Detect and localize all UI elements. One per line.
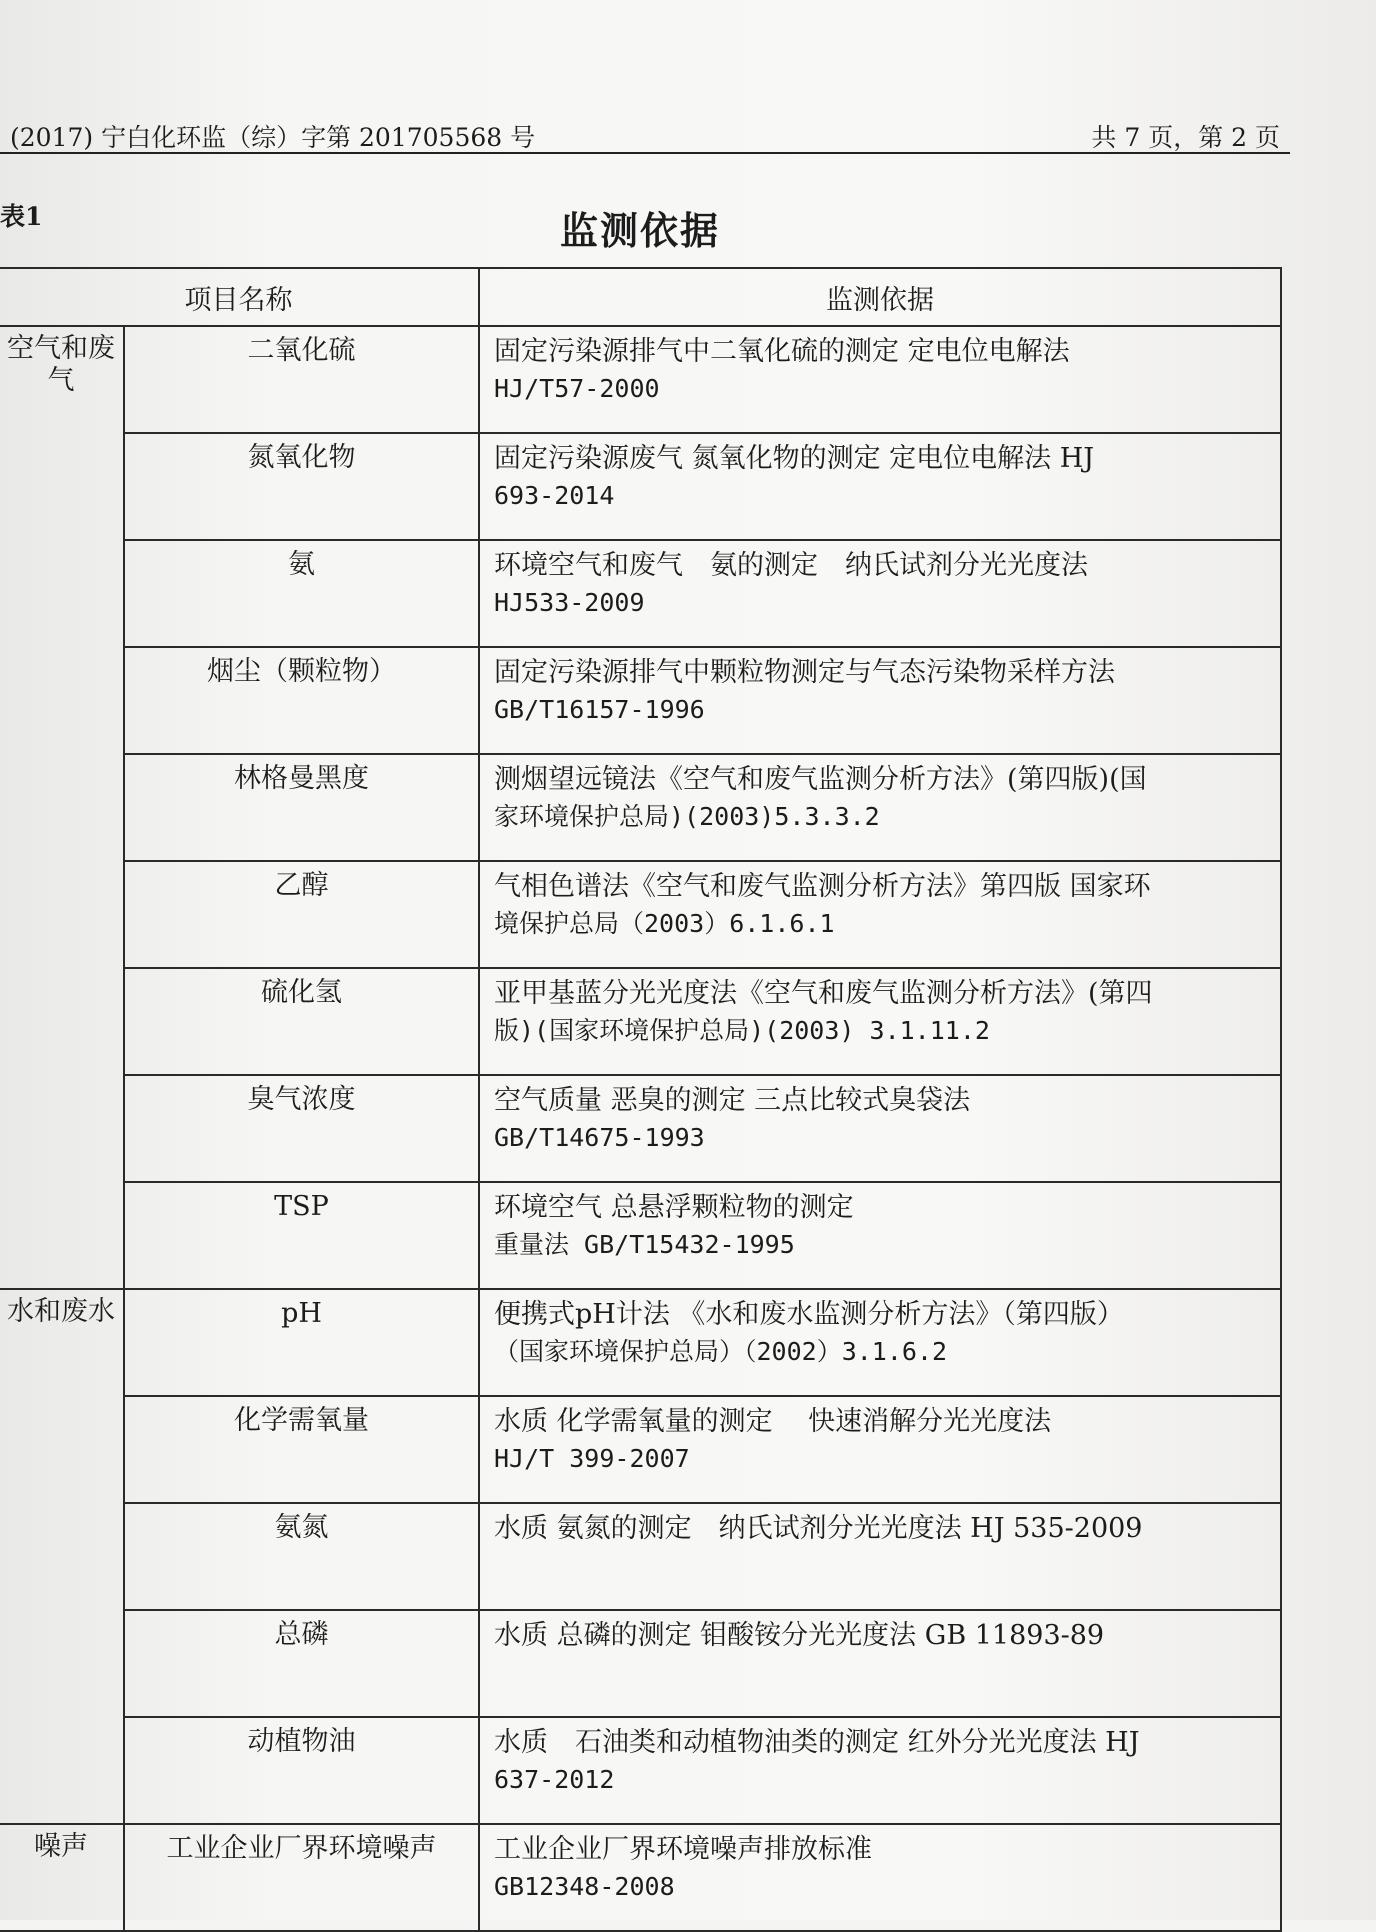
- basis-method-text: 固定污染源废气 氮氧化物的测定 定电位电解法 HJ: [494, 443, 1095, 474]
- basis-method-text: 便携式pH计法 《水和废水监测分析方法》（第四版）: [494, 1299, 1124, 1330]
- basis-method-text: 气相色谱法《空气和废气监测分析方法》第四版 国家环: [494, 871, 1151, 902]
- basis-method-text: 水质 化学需氧量的测定 快速消解分光光度法: [494, 1406, 1052, 1437]
- table-row: [0, 326, 1281, 433]
- table-row: [0, 1824, 1281, 1931]
- table-row: [0, 1289, 1281, 1396]
- basis-standard-code: HJ/T57-2000: [494, 374, 660, 403]
- basis-method-text: 环境空气和废气 氨的测定 纳氏试剂分光光度法: [494, 550, 1088, 581]
- basis-cell: [479, 968, 1281, 1075]
- basis-cell: [479, 1503, 1281, 1610]
- item-name-cell: 氮氧化物: [124, 433, 479, 540]
- basis-cell: [479, 326, 1281, 433]
- column-header-basis: 监测依据: [479, 268, 1281, 326]
- basis-standard-code: 重量法 GB/T15432-1995: [494, 1230, 795, 1259]
- table-row: [0, 1610, 1281, 1717]
- basis-method-text: 固定污染源排气中颗粒物测定与气态污染物采样方法: [494, 657, 1115, 688]
- table-row: [0, 861, 1281, 968]
- basis-cell: [479, 754, 1281, 861]
- basis-standard-code: GB12348-2008: [494, 1872, 675, 1901]
- basis-standard-code: 637-2012: [494, 1765, 615, 1794]
- basis-method-text: 亚甲基蓝分光光度法《空气和废气监测分析方法》(第四: [494, 978, 1153, 1009]
- table-body: [0, 326, 1281, 1931]
- table-row: [0, 1717, 1281, 1824]
- basis-cell: [479, 1717, 1281, 1824]
- basis-cell: [479, 1824, 1281, 1931]
- basis-standard-code: HJ/T 399-2007: [494, 1444, 690, 1473]
- basis-cell: [479, 647, 1281, 754]
- basis-standard-code: HJ533-2009: [494, 588, 645, 617]
- table-row: [0, 754, 1281, 861]
- basis-method-text: 工业企业厂界环境噪声排放标准: [494, 1834, 872, 1865]
- table-row: [0, 1396, 1281, 1503]
- item-name-cell: 总磷: [124, 1610, 479, 1717]
- basis-cell: [479, 1396, 1281, 1503]
- item-name-cell: 硫化氢: [124, 968, 479, 1075]
- table-label: 表1: [0, 202, 43, 231]
- basis-cell: [479, 1610, 1281, 1717]
- item-name-cell: 烟尘（颗粒物）: [124, 647, 479, 754]
- item-name-cell: 动植物油: [124, 1717, 479, 1824]
- basis-method-text: 测烟望远镜法《空气和废气监测分析方法》(第四版)(国: [494, 764, 1147, 795]
- basis-method-text: 空气质量 恶臭的测定 三点比较式臭袋法: [494, 1085, 971, 1116]
- page-title: 监测依据: [559, 208, 720, 253]
- item-name-cell: 氨氮: [124, 1503, 479, 1610]
- item-name-cell: TSP: [124, 1182, 479, 1289]
- table-row: [0, 968, 1281, 1075]
- basis-cell: [479, 1289, 1281, 1396]
- item-name-cell: 臭气浓度: [124, 1075, 479, 1182]
- item-name-cell: pH: [124, 1289, 479, 1396]
- table-row: [0, 647, 1281, 754]
- category-cell: 噪声: [0, 1824, 124, 1931]
- basis-method-text: 水质 石油类和动植物油类的测定 红外分光光度法 HJ: [494, 1727, 1140, 1758]
- basis-method-text: 水质 总磷的测定 钼酸铵分光光度法 GB 11893-89: [494, 1620, 1105, 1651]
- document-number: (2017) 宁白化环监（综）字第 201705568 号: [10, 123, 536, 152]
- basis-cell: [479, 861, 1281, 968]
- table-row: [0, 1075, 1281, 1182]
- basis-standard-code: （国家环境保护总局）（2002）3.1.6.2: [494, 1337, 948, 1366]
- basis-cell: [479, 1075, 1281, 1182]
- table-row: [0, 1182, 1281, 1289]
- category-cell: 水和废水: [0, 1289, 124, 1824]
- basis-standard-code: 版)(国家环境保护总局)(2003) 3.1.11.2: [494, 1016, 990, 1045]
- item-name-cell: 化学需氧量: [124, 1396, 479, 1503]
- item-name-cell: 林格曼黑度: [124, 754, 479, 861]
- table-row: [0, 1503, 1281, 1610]
- table-row: [0, 433, 1281, 540]
- header-divider: [0, 152, 1290, 154]
- basis-cell: [479, 433, 1281, 540]
- item-name-cell: 二氧化硫: [124, 326, 479, 433]
- basis-standard-code: GB/T14675-1993: [494, 1123, 705, 1152]
- page-header: [10, 118, 1280, 154]
- table-header-row: [0, 268, 1281, 326]
- basis-cell: [479, 1182, 1281, 1289]
- item-name-cell: 工业企业厂界环境噪声: [124, 1824, 479, 1931]
- monitoring-basis-table-container: [0, 267, 1282, 1932]
- basis-method-text: 水质 氨氮的测定 纳氏试剂分光光度法 HJ 535-2009: [494, 1513, 1143, 1544]
- page-info: 共 7 页，第 2 页: [1091, 123, 1280, 152]
- basis-standard-code: 家环境保护总局)(2003)5.3.3.2: [494, 802, 880, 831]
- item-name-cell: 氨: [124, 540, 479, 647]
- column-header-item-name: 项目名称: [0, 268, 479, 326]
- basis-method-text: 环境空气 总悬浮颗粒物的测定: [494, 1192, 854, 1223]
- table-row: [0, 540, 1281, 647]
- monitoring-basis-table: [0, 267, 1282, 1932]
- basis-standard-code: GB/T16157-1996: [494, 695, 705, 724]
- basis-standard-code: 693-2014: [494, 481, 615, 510]
- category-cell: 空气和废气: [0, 326, 124, 1289]
- item-name-cell: 乙醇: [124, 861, 479, 968]
- basis-standard-code: 境保护总局（2003）6.1.6.1: [494, 909, 835, 938]
- basis-cell: [479, 540, 1281, 647]
- basis-method-text: 固定污染源排气中二氧化硫的测定 定电位电解法: [494, 336, 1070, 367]
